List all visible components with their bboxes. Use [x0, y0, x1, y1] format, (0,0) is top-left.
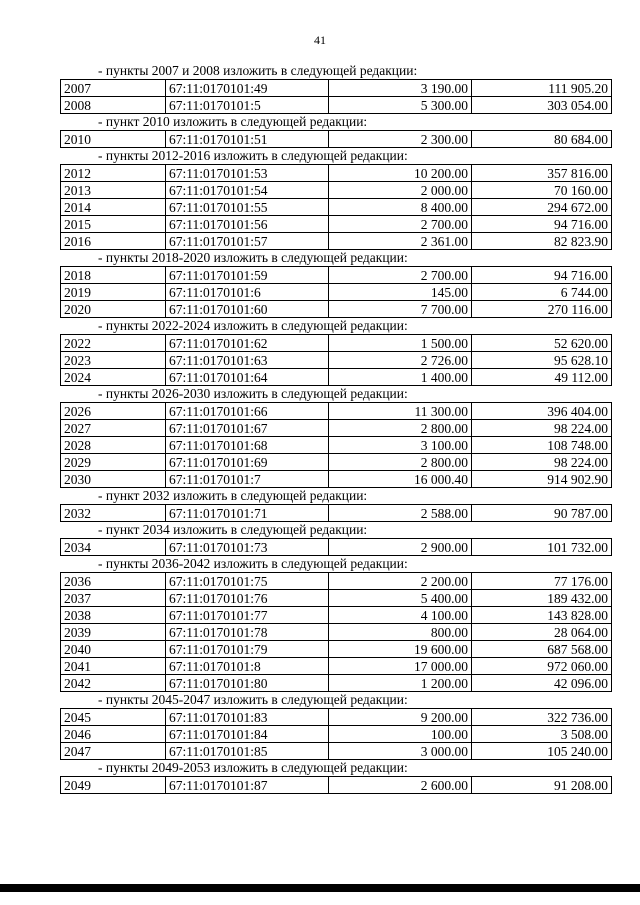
area-cell: 145.00	[329, 284, 472, 301]
item-number-cell: 2026	[61, 403, 166, 420]
table-row	[61, 641, 612, 658]
table-row	[61, 709, 612, 726]
area-cell: 100.00	[329, 726, 472, 743]
value-cell: 98 224.00	[472, 454, 612, 471]
table-row	[61, 97, 612, 114]
item-number-cell: 2007	[61, 80, 166, 97]
value-cell: 80 684.00	[472, 131, 612, 148]
table-row	[61, 165, 612, 182]
area-cell: 2 800.00	[329, 420, 472, 437]
value-cell: 95 628.10	[472, 352, 612, 369]
value-cell: 6 744.00	[472, 284, 612, 301]
value-cell: 94 716.00	[472, 216, 612, 233]
area-cell: 2 700.00	[329, 267, 472, 284]
item-number-cell: 2008	[61, 97, 166, 114]
item-number-cell: 2037	[61, 590, 166, 607]
table-row	[61, 182, 612, 199]
item-number-cell: 2014	[61, 199, 166, 216]
section-heading: - пункты 2007 и 2008 изложить в следующей редакции:	[98, 63, 418, 78]
cadastral-number-cell: 67:11:0170101:54	[166, 182, 329, 199]
cadastral-number-cell: 67:11:0170101:87	[166, 777, 329, 794]
item-number-cell: 2032	[61, 505, 166, 522]
value-cell: 914 902.90	[472, 471, 612, 488]
table-row	[61, 267, 612, 284]
item-number-cell: 2020	[61, 301, 166, 318]
item-number-cell: 2028	[61, 437, 166, 454]
parcel-table	[60, 130, 612, 148]
cadastral-number-cell: 67:11:0170101:67	[166, 420, 329, 437]
section-heading: - пункты 2012-2016 изложить в следующей редакции:	[98, 148, 408, 163]
table-row	[61, 624, 612, 641]
area-cell: 5 400.00	[329, 590, 472, 607]
area-cell: 3 100.00	[329, 437, 472, 454]
cadastral-number-cell: 67:11:0170101:79	[166, 641, 329, 658]
section-heading: - пункты 2022-2024 изложить в следующей редакции:	[98, 318, 408, 333]
area-cell: 2 900.00	[329, 539, 472, 556]
table-row	[61, 437, 612, 454]
item-number-cell: 2041	[61, 658, 166, 675]
item-number-cell: 2034	[61, 539, 166, 556]
table-row	[61, 80, 612, 97]
parcel-table	[60, 504, 612, 522]
cadastral-number-cell: 67:11:0170101:53	[166, 165, 329, 182]
table-row	[61, 284, 612, 301]
parcel-table	[60, 402, 612, 488]
parcel-table	[60, 708, 612, 760]
value-cell: 49 112.00	[472, 369, 612, 386]
table-row	[61, 658, 612, 675]
item-number-cell: 2015	[61, 216, 166, 233]
table-row	[61, 369, 612, 386]
section-heading: - пункты 2036-2042 изложить в следующей редакции:	[98, 556, 408, 571]
item-number-cell: 2049	[61, 777, 166, 794]
item-number-cell: 2012	[61, 165, 166, 182]
table-row	[61, 471, 612, 488]
item-number-cell: 2019	[61, 284, 166, 301]
parcel-table	[60, 266, 612, 318]
cadastral-number-cell: 67:11:0170101:62	[166, 335, 329, 352]
area-cell: 9 200.00	[329, 709, 472, 726]
area-cell: 7 700.00	[329, 301, 472, 318]
table-row	[61, 726, 612, 743]
table-row	[61, 420, 612, 437]
area-cell: 2 726.00	[329, 352, 472, 369]
cadastral-number-cell: 67:11:0170101:57	[166, 233, 329, 250]
area-cell: 2 700.00	[329, 216, 472, 233]
table-row	[61, 454, 612, 471]
item-number-cell: 2010	[61, 131, 166, 148]
area-cell: 1 400.00	[329, 369, 472, 386]
item-number-cell: 2045	[61, 709, 166, 726]
item-number-cell: 2047	[61, 743, 166, 760]
area-cell: 800.00	[329, 624, 472, 641]
section-heading: - пункты 2018-2020 изложить в следующей редакции:	[98, 250, 408, 265]
parcel-table	[60, 572, 612, 692]
value-cell: 357 816.00	[472, 165, 612, 182]
parcel-table	[60, 538, 612, 556]
item-number-cell: 2030	[61, 471, 166, 488]
value-cell: 90 787.00	[472, 505, 612, 522]
area-cell: 16 000.40	[329, 471, 472, 488]
item-number-cell: 2040	[61, 641, 166, 658]
cadastral-number-cell: 67:11:0170101:8	[166, 658, 329, 675]
item-number-cell: 2023	[61, 352, 166, 369]
item-number-cell: 2038	[61, 607, 166, 624]
value-cell: 52 620.00	[472, 335, 612, 352]
area-cell: 3 190.00	[329, 80, 472, 97]
table-row	[61, 216, 612, 233]
value-cell: 28 064.00	[472, 624, 612, 641]
item-number-cell: 2036	[61, 573, 166, 590]
cadastral-number-cell: 67:11:0170101:66	[166, 403, 329, 420]
cadastral-number-cell: 67:11:0170101:5	[166, 97, 329, 114]
area-cell: 2 000.00	[329, 182, 472, 199]
table-row	[61, 233, 612, 250]
value-cell: 101 732.00	[472, 539, 612, 556]
cadastral-number-cell: 67:11:0170101:78	[166, 624, 329, 641]
item-number-cell: 2024	[61, 369, 166, 386]
cadastral-number-cell: 67:11:0170101:84	[166, 726, 329, 743]
cadastral-number-cell: 67:11:0170101:51	[166, 131, 329, 148]
item-number-cell: 2027	[61, 420, 166, 437]
table-row	[61, 403, 612, 420]
cadastral-number-cell: 67:11:0170101:85	[166, 743, 329, 760]
item-number-cell: 2039	[61, 624, 166, 641]
area-cell: 10 200.00	[329, 165, 472, 182]
table-row	[61, 335, 612, 352]
cadastral-number-cell: 67:11:0170101:59	[166, 267, 329, 284]
area-cell: 17 000.00	[329, 658, 472, 675]
cadastral-number-cell: 67:11:0170101:71	[166, 505, 329, 522]
table-row	[61, 301, 612, 318]
section-heading: - пункт 2034 изложить в следующей редакции:	[98, 522, 368, 537]
table-row	[61, 607, 612, 624]
cadastral-number-cell: 67:11:0170101:6	[166, 284, 329, 301]
item-number-cell: 2016	[61, 233, 166, 250]
page-bottom-border	[0, 884, 640, 892]
cadastral-number-cell: 67:11:0170101:80	[166, 675, 329, 692]
area-cell: 4 100.00	[329, 607, 472, 624]
area-cell: 2 588.00	[329, 505, 472, 522]
table-row	[61, 777, 612, 794]
item-number-cell: 2013	[61, 182, 166, 199]
item-number-cell: 2022	[61, 335, 166, 352]
area-cell: 19 600.00	[329, 641, 472, 658]
cadastral-number-cell: 67:11:0170101:69	[166, 454, 329, 471]
table-row	[61, 199, 612, 216]
value-cell: 111 905.20	[472, 80, 612, 97]
value-cell: 270 116.00	[472, 301, 612, 318]
value-cell: 42 096.00	[472, 675, 612, 692]
value-cell: 77 176.00	[472, 573, 612, 590]
parcel-table	[60, 776, 612, 794]
value-cell: 91 208.00	[472, 777, 612, 794]
value-cell: 687 568.00	[472, 641, 612, 658]
section-heading: - пункт 2032 изложить в следующей редакции:	[98, 488, 368, 503]
section-heading: - пункт 2010 изложить в следующей редакции:	[98, 114, 368, 129]
table-row	[61, 743, 612, 760]
value-cell: 294 672.00	[472, 199, 612, 216]
table-row	[61, 505, 612, 522]
area-cell: 3 000.00	[329, 743, 472, 760]
value-cell: 396 404.00	[472, 403, 612, 420]
cadastral-number-cell: 67:11:0170101:73	[166, 539, 329, 556]
value-cell: 94 716.00	[472, 267, 612, 284]
item-number-cell: 2042	[61, 675, 166, 692]
section-heading: - пункты 2026-2030 изложить в следующей редакции:	[98, 386, 408, 401]
table-row	[61, 131, 612, 148]
cadastral-number-cell: 67:11:0170101:83	[166, 709, 329, 726]
cadastral-number-cell: 67:11:0170101:7	[166, 471, 329, 488]
cadastral-number-cell: 67:11:0170101:64	[166, 369, 329, 386]
cadastral-number-cell: 67:11:0170101:68	[166, 437, 329, 454]
area-cell: 2 600.00	[329, 777, 472, 794]
cadastral-number-cell: 67:11:0170101:60	[166, 301, 329, 318]
value-cell: 105 240.00	[472, 743, 612, 760]
area-cell: 5 300.00	[329, 97, 472, 114]
table-row	[61, 675, 612, 692]
area-cell: 1 500.00	[329, 335, 472, 352]
value-cell: 108 748.00	[472, 437, 612, 454]
table-row	[61, 352, 612, 369]
item-number-cell: 2046	[61, 726, 166, 743]
table-row	[61, 590, 612, 607]
cadastral-number-cell: 67:11:0170101:76	[166, 590, 329, 607]
value-cell: 70 160.00	[472, 182, 612, 199]
cadastral-number-cell: 67:11:0170101:49	[166, 80, 329, 97]
item-number-cell: 2029	[61, 454, 166, 471]
item-number-cell: 2018	[61, 267, 166, 284]
cadastral-number-cell: 67:11:0170101:55	[166, 199, 329, 216]
cadastral-number-cell: 67:11:0170101:63	[166, 352, 329, 369]
value-cell: 82 823.90	[472, 233, 612, 250]
value-cell: 143 828.00	[472, 607, 612, 624]
value-cell: 189 432.00	[472, 590, 612, 607]
page-number: 41	[314, 33, 326, 47]
value-cell: 98 224.00	[472, 420, 612, 437]
area-cell: 2 800.00	[329, 454, 472, 471]
area-cell: 11 300.00	[329, 403, 472, 420]
table-row	[61, 573, 612, 590]
value-cell: 972 060.00	[472, 658, 612, 675]
value-cell: 303 054.00	[472, 97, 612, 114]
area-cell: 8 400.00	[329, 199, 472, 216]
area-cell: 1 200.00	[329, 675, 472, 692]
cadastral-number-cell: 67:11:0170101:75	[166, 573, 329, 590]
document-body	[60, 63, 612, 794]
area-cell: 2 361.00	[329, 233, 472, 250]
parcel-table	[60, 79, 612, 114]
area-cell: 2 200.00	[329, 573, 472, 590]
value-cell: 3 508.00	[472, 726, 612, 743]
cadastral-number-cell: 67:11:0170101:56	[166, 216, 329, 233]
cadastral-number-cell: 67:11:0170101:77	[166, 607, 329, 624]
area-cell: 2 300.00	[329, 131, 472, 148]
section-heading: - пункты 2045-2047 изложить в следующей редакции:	[98, 692, 408, 707]
parcel-table	[60, 164, 612, 250]
table-row	[61, 539, 612, 556]
section-heading: - пункты 2049-2053 изложить в следующей редакции:	[98, 760, 408, 775]
parcel-table	[60, 334, 612, 386]
value-cell: 322 736.00	[472, 709, 612, 726]
